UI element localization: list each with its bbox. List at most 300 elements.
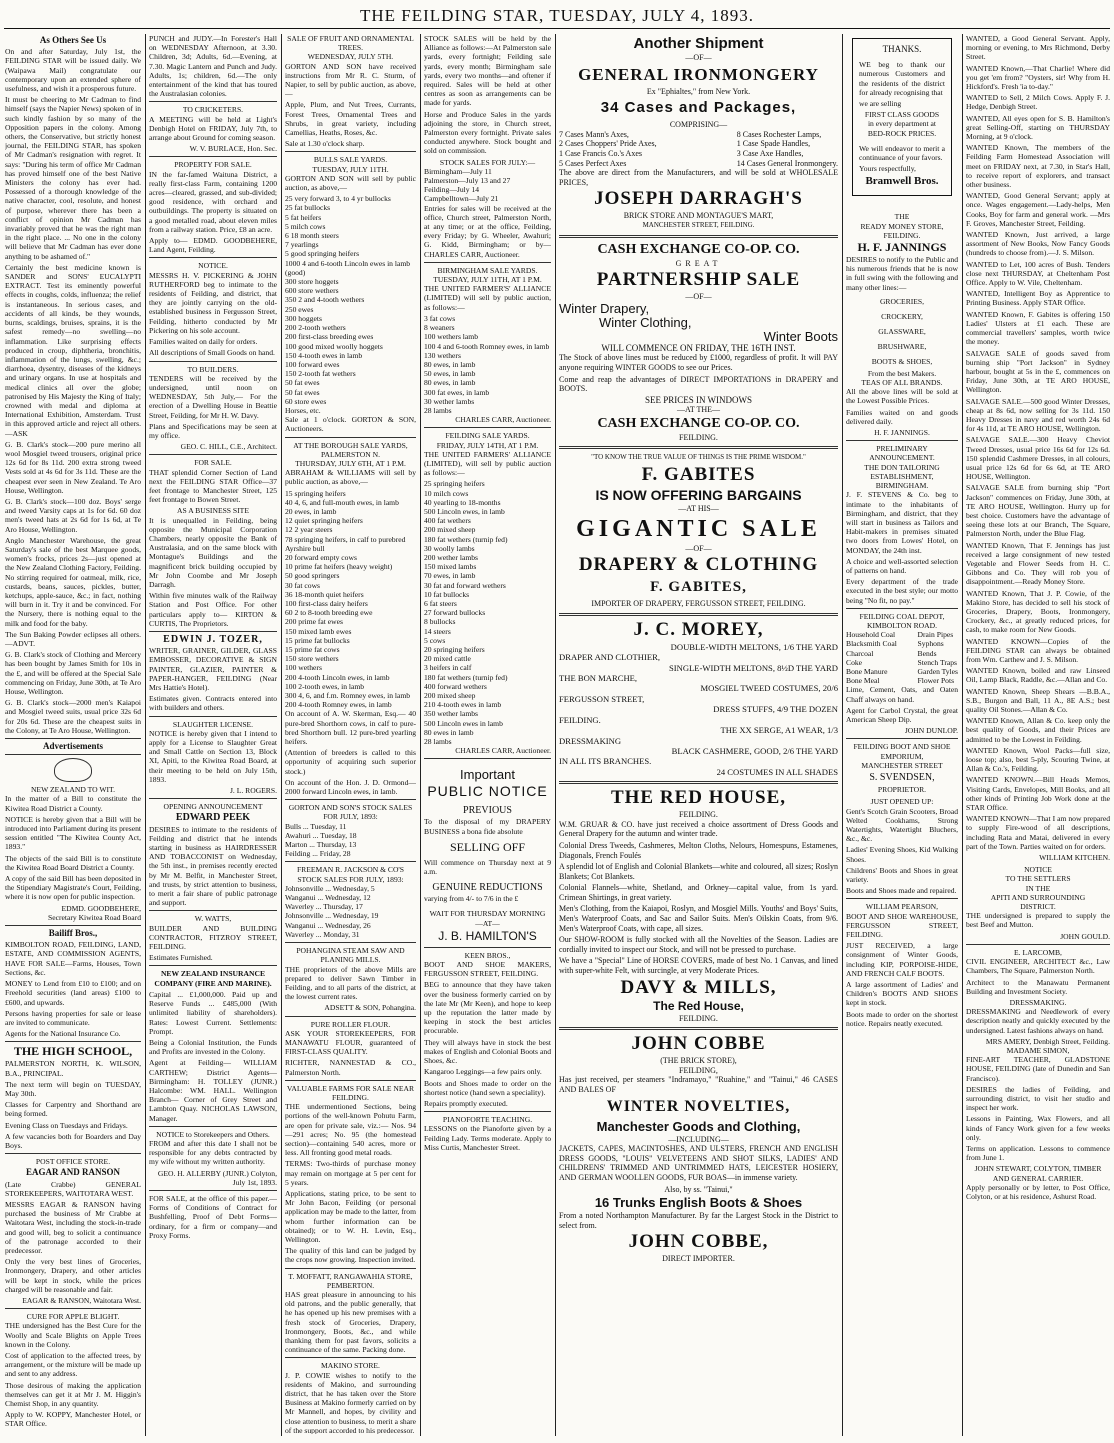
signature: W. V. BURLACE, Hon. Sec. xyxy=(189,144,277,154)
list-item: 180 fat wethers (turnip fed) xyxy=(424,672,508,682)
ad-heading: PARTNERSHIP SALE xyxy=(596,269,801,291)
ad-text: Agent at Feilding— WILLIAM CARTHEW; District Agents— Birmingham: H. TOLLEY (JUNR.) Halcombe: WM. HALL. Wellington Branch— Corner of Grey Street and Lambton Quay. NICHOLAS LAWSON, Manager. xyxy=(149,1058,277,1123)
list-item: Johnsonville ... Wednesday, 5 xyxy=(285,883,375,893)
ad-text: BUILDER AND BUILDING CONTRACTOR, FITZROY STREET, FEILDING. xyxy=(149,923,277,952)
divider xyxy=(559,446,838,449)
ad-heading: GORTON AND SON'S STOCK SALES FOR JULY, 1893: xyxy=(288,803,413,822)
divider xyxy=(149,1190,277,1191)
list-item: 12 quiet springing heifers xyxy=(285,516,363,526)
divider xyxy=(846,440,958,441)
goods-list xyxy=(559,130,838,168)
wanted-ad: WANTED KNOWN—Copies of the FEILDING STAR can always be obtained from Wm. Carthew and J. S. Milson. xyxy=(966,636,1110,664)
divider xyxy=(149,910,277,911)
ad-text: MONEY to Lend from £10 to £100; and on Freehold securities (land areas) £100 to £600, and upwards. xyxy=(5,979,141,1007)
list-item: Drain Pipes xyxy=(917,630,954,640)
ad-text: W.M. GRUAR & CO. have just received a choice assortment of Dress Goods and General Drapery for the autumn and winter trade. xyxy=(559,819,838,839)
divider xyxy=(149,798,277,799)
ad-text: PROPRIETOR. xyxy=(877,785,927,795)
ad-text: JACKETS, CAPES, MACINTOSHES, AND ULSTERS, FRENCH AND ENGLISH DRESS GOODS, "LOUIS" VELVETEENS AND SHOT SILKS, LADIES' AND CHILDRENS' TRIMMED AND UNTRIMMED HATS, LEICESTER HOSIERY, AND GERMAN WOOLLEN GOODS, FUR BOAS—in immense variety. xyxy=(559,1144,838,1182)
ad-heading: Important xyxy=(460,767,515,783)
divider xyxy=(149,101,277,102)
ad-text: We will endeavor to merit a continuance of your favors. xyxy=(859,143,945,163)
ad-text: COMPRISING— xyxy=(669,120,728,130)
wanted-ad: WANTED Known, Just arrived, a large assortment of New Books, Now Fancy Goods (hundreds to choose from).—J. S. Milson. xyxy=(966,230,1110,258)
ad-heading: EAGAR AND RANSON xyxy=(25,1167,120,1178)
ad-text: THE undersigned has the Best Cure for the Woolly and Scale Blights on Apple Trees known in the Colony. xyxy=(5,1321,141,1349)
list-item: 350 wether lambs xyxy=(424,709,478,719)
ad-text: FEILDING, xyxy=(679,1065,718,1075)
column-1 xyxy=(5,34,141,1434)
ad-heading: NOTICE. xyxy=(198,261,228,271)
list-item: 200 first-class breeding ewes xyxy=(285,332,374,342)
wanted-ad: WANTED KNOWN.—Bill Heads Memos, Visiting Cards, Envelopes, Mill Books, and all other kinds of Printing Job Work done at the STAR Office. xyxy=(966,775,1110,813)
wanted-ad: WANTED Known, Wool Packs—full size, loose top; also, best 5-ply, Scouring Twine, at Allan & Co.'s, Feilding. xyxy=(966,745,1110,774)
divider xyxy=(5,1308,141,1309)
ad-text: ASK YOUR STOREKEEPERS, FOR MANAWATU FLOUR, guaranteed of FIRST-CLASS QUALITY. xyxy=(285,1028,416,1057)
list-item: 80 ewes, in lamb xyxy=(424,359,476,369)
list-item: 300 store hoggets xyxy=(285,277,339,287)
ad-text: BEG to announce that they have taken over the business formerly carried on by the late Mr (Mr Keen), and hope to keep up the reputation the latter made by keeping in stock the best articles procurable. xyxy=(424,980,551,1036)
ad-text: NOTICE is hereby given that I intend to apply for a License to Slaughter Great and Small Cattle on Section 13, Block XI, Apiti, to the Kiwitea Road Board, at their meeting to be held on July 15th, 1893. xyxy=(149,728,277,784)
coal-list-right xyxy=(918,630,958,685)
ad-text: WRITER, GRAINER, GILDER, GLASS EMBOSSER, DECORATIVE & SIGN PAINTER, GLAZIER, PAINTER & PAPER-HANGER, FEILDING (Near Mrs Hattie's Hotel). xyxy=(149,646,277,692)
signature: Sale at 1 o'clock. GORTON & SON, Auctioneers. xyxy=(285,415,416,434)
list-item: Horses, etc. xyxy=(285,405,321,415)
ad-text: Apply personally or by letter, to Post Office, Colyton, or at his residence, Ashurst Road. xyxy=(966,1182,1110,1201)
ad-heading: Bailiff Bros., xyxy=(48,928,98,939)
ad-text: The next term will begin on TUESDAY, May 30th. xyxy=(5,1079,141,1098)
divider xyxy=(149,716,277,717)
list-item: Stench Traps xyxy=(917,657,957,667)
ad-heading: DISTRICT. xyxy=(1020,902,1056,912)
ad-text: PALMERSTON NORTH, K. WILSON, B.A., PRINCIPAL. xyxy=(5,1059,141,1078)
ad-heading: PRELIMINARY ANNOUNCEMENT. xyxy=(869,444,935,463)
ad-subheading: GENUINE REDUCTIONS xyxy=(432,882,543,894)
ad-text: DESIRES to notify to the Public and his numerous friends that he is now in full swing with the following and many other lines:— xyxy=(846,255,958,292)
list-item: 50 fat ewes xyxy=(285,387,320,397)
ad-text: A copy of the said Bill has been deposited in the Stipendiary Magistrate's Court, Feilding, where it is now open for public inspection. xyxy=(5,874,141,902)
ad-heading: BULLS SALE YARDS. xyxy=(313,155,388,165)
ad-text: To the disposal of my DRAPERY BUSINESS a bona fide absolute xyxy=(424,817,551,836)
wanted-ad: WANTED Known,—That Charlie! Where did you get 'em from? "Oysters, sir! Why from H. Hickford's. Fresh 'ia to-day." xyxy=(966,63,1110,92)
ad-heading: BIRMINGHAM SALE YARDS. xyxy=(437,265,538,275)
ad-heading: WINTER NOVELTIES, xyxy=(606,1097,791,1115)
ad-text: Capital ... £1,000,000. Paid up and Reserve Funds ... £485,000 (With unlimited liability of shareholders). Rates: Lowest Current. Settlements: Prompt. xyxy=(149,989,277,1036)
ad-text: Estimates Furnished. xyxy=(149,953,213,963)
ad-text: The above are direct from the Manufacturers, and will be sold at WHOLESALE PRICES, xyxy=(559,168,838,187)
list-item: Marton ... Thursday, 13 xyxy=(285,840,357,850)
ad-heading: DAVY & MILLS, xyxy=(620,976,777,998)
column-rule xyxy=(420,34,421,1436)
list-item: 5 cows xyxy=(424,635,446,645)
list-item: 150 store wethers xyxy=(285,654,339,664)
ad-text: DIRECT IMPORTER. xyxy=(662,1254,735,1264)
ad-text: CIVIL ENGINEER, ARCHITECT &c., Law Chambers, The Square, Palmerston North. xyxy=(966,957,1110,976)
list-item: 50 good springers xyxy=(285,571,340,581)
ad-text: FEILDING. xyxy=(679,810,718,820)
masthead-rule xyxy=(4,28,1110,29)
list-item: 60 2 to 8-tooth breeding ewe xyxy=(285,608,373,618)
ad-heading: 34 Cases and Packages, xyxy=(600,99,797,117)
ad-text: J. F. STEVENS & Co. beg to intimate to the inhabitants of Birmingham, and district, that they will start in business as Tailors and Habit-makers in premises situated two doors from Lowes' Hotel, on MONDAY, the 24th inst. xyxy=(846,490,958,555)
list-item: 200 prime fat ewes xyxy=(285,617,343,627)
ad-text: GORTON AND SON have received instructions from Mr R. C. Sturm, of Napier, to sell by public auction, as above,— xyxy=(285,61,416,99)
ad-text: KIMBOLTON ROAD, FEILDING, LAND, ESTATE, AND COMMISSION AGENTS, HAVE FOR SALE—Farms, Houses, Town Sections, &c. xyxy=(5,940,141,977)
ad-text: They will always have in stock the best makes of English and Colonial Boots and Shoes, &c. xyxy=(424,1037,551,1066)
signature: EDMD. GOODBEHERE, xyxy=(61,903,141,913)
wanted-ad: WANTED to Sell, 2 Milch Cows. Apply F. J. Hedge, Denbigh Street. xyxy=(966,93,1110,112)
ad-text: From a noted Northampton Manufacturer. By far the Largest Stock in the District to select from. xyxy=(559,1211,838,1230)
ad-text: THE proprietors of the above Mills are prepared to deliver Sawn Timber in Feilding, and to all parts of the district, at the lowest current rates. xyxy=(285,964,416,1002)
divider xyxy=(149,257,277,258)
ad-date: WEDNESDAY, JULY 5TH. xyxy=(307,52,394,62)
list-item: Wanganui ... Wednesday, 12 xyxy=(285,893,371,903)
ad-text: A large assortment of Ladies' and Children's BOOTS AND SHOES kept in stock. xyxy=(846,980,958,1008)
list-item: 5 good springing heifers xyxy=(285,249,360,259)
list-item: 5 fat heifers xyxy=(285,212,322,222)
list-item: 20 mixed cattle xyxy=(424,654,471,664)
ad-text: BRICK STORE AND MONTAGUE'S MART, xyxy=(623,211,774,221)
ad-heading: JOHN COBBE xyxy=(631,1033,766,1055)
ad-text: TERMS: Two-thirds of purchase money may remain on mortgage at 5 per cent for 5 years. xyxy=(285,1159,416,1187)
list-item: 6 18 month steers xyxy=(285,231,339,241)
ad-heading: WILLIAM PEARSON, xyxy=(865,902,939,912)
ad-text: Those desirous of making the application themselves can get it at Mr J. M. Higgin's Chemist Shop, in any quantity. xyxy=(5,1380,141,1409)
ad-heading: THE HIGH SCHOOL, xyxy=(13,1044,133,1059)
divider xyxy=(5,738,141,739)
divider xyxy=(966,944,1110,945)
ad-text: On account of A. W. Skerman, Esq.— 40 pure-bred Shorthorn cows, in calf to pure-bred Shorthorn bull. 12 pure-bred yearling heifers. xyxy=(285,709,416,747)
list-item: 40 4, 6, and full-mouth ewes, in lamb xyxy=(285,497,399,507)
sale-dates-list xyxy=(285,822,416,859)
ad-heading: TO BUILDERS. xyxy=(187,364,239,374)
ad-text: STOCK SALES will be held by the Alliance as follows:—At Palmerston sale yards, every fortnight; Feilding sale yards, every month; Birmingham sale yards, every two months—and oftener if required. Sales will be held at other centres as soon as arrangements can be made for yards. xyxy=(424,34,551,108)
column-2 xyxy=(149,34,277,1434)
ad-text: All the above lines will be sold at the Lowest Possible Prices. xyxy=(846,387,958,406)
ad-heading: VALUABLE FARMS FOR SALE NEAR FEILDING. xyxy=(286,1083,415,1102)
ad-text: Evening Class on Tuesdays and Fridays. xyxy=(5,1120,128,1130)
list-item: 1 Case Spade Handles, xyxy=(736,139,811,149)
ad-text: Estimates given. Contracts entered into with builders and others. xyxy=(149,694,277,713)
ad-text: Men's Clothing, from the Kaiapoi, Roslyn, and Mosgiel Mills. Youths' and Boys' Suits, Men's Waterproof Coats, and Sac and Sailor Suits. Men's Oilskin Coats, from 9/6. Men's Waterproof Coats, with cape, all sizes. xyxy=(559,904,838,933)
list-item: 15 prime fat cows xyxy=(285,645,340,654)
list-item: Waverley ... Thursday, 17 xyxy=(285,902,363,912)
list-item: 80 ewes in lamb xyxy=(424,727,474,737)
divider xyxy=(149,631,277,632)
ad-text: THE undersigned is prepared to supply the best Beef and Mutton. xyxy=(966,911,1110,930)
list-item: 300 4, 6, and f.m. Romney ewes, in lamb xyxy=(285,691,411,701)
list-item: BRUSHWARE, xyxy=(877,341,927,351)
ad-text: Families waited on daily for orders. xyxy=(149,337,258,347)
ad-subheading: Winter Drapery, xyxy=(559,300,650,316)
ad-heading: CURE FOR APPLE BLIGHT. xyxy=(26,1312,120,1322)
ad-text: —AT THE— xyxy=(676,405,721,415)
section-heading: Advertisements xyxy=(43,741,103,752)
ad-text: Our SHOW-ROOM is fully stocked with all the Novelties of the Season. Ladies are cordially invited to inspect our Stock, and will not be pressed to purchase. xyxy=(559,935,838,954)
list-item: 50 fat ewes xyxy=(285,378,320,388)
ad-text: Horse and Produce Sales in the yards adjoining the store, in Church street, Palmerston every fortnight. Private sales conducted anywhere. Stock bought and sold on commission. xyxy=(424,109,551,156)
signature-title: Secretary Kiwitea Road Board xyxy=(48,912,141,922)
ad-heading: POHANGINA STEAM SAW AND PLANING MILLS. xyxy=(296,946,405,965)
stock-list xyxy=(424,479,551,746)
list-item: 100 2-tooth ewes, in lamb xyxy=(285,681,365,691)
list-item: DRESSMAKING xyxy=(559,735,622,746)
ad-text: Within five minutes walk of the Railway Station and Post Office. For other particulars apply to— KIRTON & CURTIS, The Proprietors. xyxy=(149,591,277,628)
ad-text: THE UNITED FARMERS' ALLIANCE (LIMITED), will sell by public auction as follows:— xyxy=(424,449,551,478)
divider xyxy=(285,1357,416,1358)
list-item: 60 store ewes xyxy=(285,396,327,406)
list-item: 14 Cases General Ironmongery. xyxy=(736,158,838,168)
ad-subheading: SELLING OFF xyxy=(449,839,525,854)
list-item: 10 milch cows xyxy=(424,488,469,498)
list-item: 5 Cases Perfect Axes xyxy=(559,158,627,168)
list-item: MOSGIEL TWEED COSTUMES, 20/6 xyxy=(700,683,838,694)
ad-text: Families waited on and goods delivered daily. xyxy=(846,407,958,426)
list-item: Feilding—July 14 xyxy=(424,185,480,195)
list-item: THE XX SERGE, A1 WEAR, 1/3 xyxy=(720,725,838,736)
ad-heading: MAKINO STORE. xyxy=(321,1361,380,1371)
ad-date: FRIDAY, JULY 14TH, AT 1 P.M. xyxy=(436,440,539,450)
ad-text: (THE BRICK STORE), xyxy=(660,1056,737,1066)
list-item: Campbelltown—July 21 xyxy=(424,194,499,204)
stock-list xyxy=(285,194,416,415)
ad-text: Agents for the National Insurance Co. xyxy=(5,1029,121,1039)
paragraph: G. B. Clark's stock—200 pure merino all wool Mosgiel tweed trousers, original price 12s 6d for 8s 11d. 200 extra strong tweed Vests sold at 4s 6d for 3s 11d. These are the cheapest ever seen in New Zealand. Te Aro House, Wellington. xyxy=(5,439,141,495)
list-item: 20 forward empty cows xyxy=(285,552,357,562)
ad-text: Gent's Scotch Grain Scooters, Broad Welted Cookhams, Strong Watertights, Watertight Bluchers, &c., &c. xyxy=(846,806,958,844)
ad-heading: PURE ROLLER FLOUR. xyxy=(310,1019,391,1029)
column-6 xyxy=(846,34,958,1434)
ad-heading: POST OFFICE STORE. xyxy=(35,1157,111,1167)
ad-text: J. P. COWIE wishes to notify to the residents of Makino, and surrounding district, that he has taken over the Store Business at Makino formerly carried on by Mr Mannell, and hopes, by civility and close attention to business, to merit a share of the support accorded to his predecessor. xyxy=(285,1370,416,1434)
list-item: 300 fat ewes, in lamb xyxy=(424,387,490,397)
stock-list xyxy=(424,314,551,415)
ad-heading: DRAPERY & CLOTHING xyxy=(578,554,819,576)
list-item: 28 lambs xyxy=(424,405,452,415)
ad-text: Boots and Shoes made to order on the shortest notice (hand sewn a speciality). xyxy=(424,1078,551,1097)
ad-heading: FEILDING COAL DEPOT, xyxy=(859,611,945,621)
column-rule xyxy=(842,34,843,1436)
ad-text: On account of the Hon. J. D. Ormond— 2000 forward Lincoln ewes, in lamb. xyxy=(285,777,416,797)
column-rule xyxy=(281,34,282,1436)
list-item: 2 Cases Choppers' Pride Axes, xyxy=(559,139,657,149)
list-item: 8 bullocks xyxy=(424,617,456,627)
ad-text: IMPORTER OF DRAPERY, FERGUSSON STREET, FEILDING. xyxy=(591,599,806,609)
ad-text: IN the far-famed Waituna District, a really first-class Farm, containing 1200 acres—cleared, grassed, and sub-divided; good residence, with orchard and outbuildings. The property is situated on a good metalled road, about eleven miles from a railway station. Price, £8 an acre. xyxy=(149,169,277,234)
goods-list xyxy=(846,294,958,369)
list-item: 20 ewes, in lamb xyxy=(285,506,337,516)
list-item: 100 wethers xyxy=(285,663,322,673)
paragraph: The Sun Baking Powder eclipses all others.—ADVT. xyxy=(5,629,141,648)
ad-text: Repairs promptly executed. xyxy=(424,1098,508,1108)
list-item: 78 springing heifers, in calf to purebred Ayrshire bull xyxy=(285,534,406,553)
list-item: Awahuri ... Tuesday, 18 xyxy=(285,830,357,840)
ad-heading: NOTICE to Storekeepers and Others. xyxy=(156,1129,270,1139)
coat-of-arms-icon xyxy=(54,758,92,782)
ad-text: In the matter of a Bill to constitute the Kiwitea Road District a County. xyxy=(5,794,141,813)
ad-heading: F. GABITES xyxy=(641,464,756,486)
list-item: GLASSWARE, xyxy=(878,326,926,336)
signature: JOHN GOULD. xyxy=(1060,931,1110,941)
list-item: 130 wethers xyxy=(424,350,461,360)
ad-subheading: JUST OPENED UP: xyxy=(870,797,934,807)
ad-heading: THANKS. xyxy=(882,44,922,54)
salvage-ad: SALVAGE SALE of goods saved from burning ship "Port Jackson" in Sydney harbour, bought at 5s in the £, commences on Friday, June 30th, at TE ARO HOUSE, Wellington. xyxy=(966,348,1110,395)
list-item: 36 18-month quiet heifers xyxy=(285,589,364,599)
ad-text: FINE-ART TEACHER, GLADSTONE HOUSE, FEILDING (late of Dunedin and San Francisco). xyxy=(966,1055,1110,1083)
ad-subheading: Winter Boots xyxy=(763,328,838,344)
ad-text: Boots made to order on the shortest notice. Repairs neatly executed. xyxy=(846,1009,958,1028)
list-item: 200 wether lambs xyxy=(424,552,478,562)
divider xyxy=(285,799,416,800)
column-rule xyxy=(555,34,556,1436)
ad-text: A choice and well-assorted selection of patterns on hand. xyxy=(846,556,958,575)
ad-heading: PIANOFORTE TEACHING. xyxy=(442,1115,533,1125)
signature: EAGAR & RANSON, Waitotara West. xyxy=(22,1295,141,1305)
ad-heading: STOCK SALES FOR JULY:— xyxy=(439,157,536,167)
list-item: 150 mixed lamb ewes xyxy=(285,626,352,636)
ad-text: Apple, Plum, and Nut Trees, Currants, Forest Trees, Ornamental Trees and Shrubs, in great variety, including Camellias, Heaths, Roses, &c. xyxy=(285,100,416,138)
ad-heading: Manchester Goods and Clothing, xyxy=(596,1118,801,1134)
divider xyxy=(149,156,277,157)
list-item: 25 very forward 3, to 4 yr bullocks xyxy=(285,194,391,204)
list-item: DRAPER AND CLOTHIER, xyxy=(559,652,660,663)
list-item: 200 2-tooth wethers xyxy=(285,323,346,333)
ad-text: NOTICE is hereby given that a Bill will be introduced into Parliament during its present session entitled "The Kiwitea County Act, 1893." xyxy=(5,814,141,852)
ad-text: A MEETING will be held at Light's Denbigh Hotel on FRIDAY, July 7th, to arrange about Ground for coming season. xyxy=(149,114,277,143)
ad-text: Being a Colonial Institution, the Funds and Profits are invested in the Colony. xyxy=(149,1037,277,1057)
list-item: Johnsonville ... Wednesday, 19 xyxy=(285,911,379,921)
sale-dates-list xyxy=(424,167,551,204)
list-item: DRESS STUFFS, 4/9 THE DOZEN xyxy=(713,704,838,715)
ad-text: Lessons in Painting, Wax Flowers, and all kinds of Fancy Work given for a few weeks only. xyxy=(966,1114,1110,1142)
wanted-ad: WANTED Known, Sheep Shears —B.B.A., S.B., Burgon and Ball, 11 A., 8E A.S.; best quality Oil Stones.—Allan & Co. xyxy=(966,686,1110,715)
list-item: 24 COSTUMES IN ALL SHADES xyxy=(716,766,838,777)
divider xyxy=(424,1111,551,1112)
list-item: Feilding ... Friday, 28 xyxy=(285,849,351,859)
list-item: Coke xyxy=(846,657,863,667)
wanted-ad: WANTED, a Good General Servant. Apply, morning or evening, to Mrs Richmond, Derby Street. xyxy=(966,34,1110,62)
divider xyxy=(5,1153,141,1154)
ad-heading: KEEN BROS., xyxy=(464,950,511,960)
ad-text: THE UNITED FARMER'S' ALLIANCE (LIMITED) will sell by public auction, as follows:— xyxy=(424,284,551,312)
ad-text: RICHTER, NANNESTAD & CO., Palmerston North. xyxy=(285,1058,416,1077)
paragraph: Certainly the best medicine known is SANDER and SONS' EUCALYPTI EXTRACT. Test its eminently powerful effects in coughs, colds, influenza; the relief is instantaneous. In serious cases, and accidents of all kinds, be they wounds, burns, scaldings, bruises, sprains, it is the safest remedy—no swelling—no inflammation. Like surprising effects produced in croup, diphtheria, bronchitis, inflammation of the lungs, swelling, &c.; diarrhoea, dysentry, diseases of the kidneys and urinary organs. In use at hospitals and medical clinics all over the globe; patronised by His Majesty the King of Italy; crowned with medal and diploma at International Exhibition, Amsterdam. Trust in this approved article and reject all others.—ASK xyxy=(5,262,141,438)
ad-text: —OF— xyxy=(685,53,712,62)
list-item: Bends xyxy=(917,648,937,658)
divider xyxy=(149,1126,277,1127)
ad-text: Boots and Shoes made and repaired. xyxy=(846,886,957,896)
salvage-ad: SALVAGE SALE from burning ship "Port Jackson" commences on Friday, June 30th, at TE ARO HOUSE, Wellington. Hurry up for best choice. Customers have the advantage of seeing these lots at our Branch, The Square, Palmerston North, under the Blue Flag. xyxy=(966,483,1110,539)
list-item: 400 fat wethers xyxy=(424,516,471,526)
ad-text: (Late Crabbe) GENERAL STOREKEEPERS, WAITOTARA WEST. xyxy=(5,1179,141,1198)
list-item: 70 ewes, in lamb xyxy=(424,571,476,581)
ad-text: Every department of the trade executed in the best style; our motto being "No fit, no pay." xyxy=(846,577,958,605)
ad-subheading: WAIT FOR THURSDAY MORNING xyxy=(429,909,546,919)
ad-text: Terms on application. Lessons to commence from June 1. xyxy=(966,1143,1110,1163)
divider xyxy=(285,861,416,862)
ad-heading: NOTICE xyxy=(1024,865,1052,875)
ad-heading: FEILDING BOOT AND SHOE EMPORIUM, xyxy=(853,742,951,761)
divider xyxy=(424,758,551,759)
ad-heading: PROPERTY FOR SALE. xyxy=(174,160,252,170)
wanted-ad: WANTED Known, That J. P. Cowie, of the Makino Store, has decided to sell his stock of Groceries, Drapery, Boots, Ironmongery, Crockery, &c., at greatly reduced prices, for cash, to make room for New Goods. xyxy=(966,588,1110,635)
list-item: 100 first-class dairy heifers xyxy=(285,598,368,608)
ad-heading: THE DON TAILORING ESTABLISHMENT, BIRMINGHAM. xyxy=(864,462,940,491)
list-item: DOUBLE-WIDTH MELTONS, 1/6 THE YARD xyxy=(670,641,838,652)
list-item: 3 fat cows xyxy=(424,313,456,323)
ad-text: —AT— xyxy=(475,918,500,928)
ad-text: Ladies' Evening Shoes, Kid Walking Shoes. xyxy=(846,845,958,864)
ad-text: JUST RECEIVED, a large consignment of Winter Goods, including KIP, PORPOISE-HIDE, AND FRENCH CALF BOOTS. xyxy=(846,941,958,978)
list-item: 200 mixed sheep xyxy=(424,691,476,701)
ad-heading: GIGANTIC SALE xyxy=(576,515,821,542)
list-item: SINGLE-WIDTH MELTONS, 8½D THE YARD xyxy=(668,662,838,673)
list-item: Palmerston—July 13 and 27 xyxy=(424,176,511,186)
ad-date: TUESDAY, JULY 11TH. xyxy=(312,164,389,174)
wanted-ad: WANTED, Good General Servant; apply at once. Wages engagement.—Lady-helps, Men Cooks, Boy for farm and general work. —Mrs F. Groves, Manchester Street, Feilding. xyxy=(966,191,1110,228)
ad-text: DESIRES the ladies of Feilding, and surrounding district, to visit her studio and inspect her work. xyxy=(966,1084,1110,1113)
ad-heading: E. LARCOMB, xyxy=(1014,947,1062,957)
ad-text: Also, by ss. "Tainui," xyxy=(664,1184,733,1194)
divider xyxy=(559,613,838,616)
column-rule xyxy=(962,34,963,1436)
ad-text: Persons having properties for sale or lease are invited to communicate. xyxy=(5,1008,141,1027)
wanted-ad: WANTED to Let, 100 acres of Bush. Tenders close next THURSDAY, at Cheltenham Post Office. Apply to W. Vile, Cheltenham. xyxy=(966,259,1110,288)
divider xyxy=(5,925,141,926)
ad-heading: NEW ZEALAND INSURANCE COMPANY (FIRE AND MARINE). xyxy=(154,969,272,988)
ad-heading: FREEMAN R. JACKSON & CO'S STOCK SALES FOR JULY, 1893: xyxy=(296,865,405,884)
ad-text: It is unequalled in Feilding, being opposite the Municipal Corporation Chambers, nearly opposite the Bank of Australasia, and on the same block with Montague's Buildings and the magnificent brick building occupied by Mr John Coombe and Mr Joseph Darragh. xyxy=(149,515,277,589)
signature: CHARLES CARR, Auctioneer. xyxy=(455,746,551,756)
ad-text: Entries for sales will be received at the office, Church street, Palmerston North, at any time; or at the office, Feilding, every Friday; by G. Wheeler, Awahuri; G. Kidd, Birmingham; or by— CHARLES CARR, Auctioneer. xyxy=(424,203,551,259)
divider xyxy=(846,738,958,739)
ad-text: we are selling xyxy=(859,99,902,109)
ad-text: GORTON AND SON will sell by public auction, as above,— xyxy=(285,173,416,193)
ad-text: BOOT AND SHOE MAKERS, FERGUSSON STREET, FEILDING. xyxy=(424,960,551,979)
signature: ADSETT & SON, Pohangina. xyxy=(324,1003,416,1013)
list-item: FERGUSSON STREET, xyxy=(559,693,645,704)
column-7 xyxy=(966,34,1110,1434)
paragraph: It must be cheering to Mr Cadman to find himself (says the Napier News) spoken of in such kindly fashion by so many of the Opposition papers in the colony. Among others, the Conservative, but strictly honest journal, the FEILDING STAR, has spoken of Mr Cadman's resignation with regret. It says: "During his term of office Mr Cadman has proved himself one of the best Native Ministers the colony has ever had. Possessed of a thorough knowledge of the native character, cool, resolute, and honest of purpose, wherever there has been a conflict of opinion Mr Cadman has invariably proved that he was the right man in the right place. ... No one in the colony will believe that Mr Cadman has ever done anything to be ashamed of." xyxy=(5,95,141,261)
ad-text: Come and reap the advantages of DIRECT IMPORTATIONS in DRAPERY and BOOTS. xyxy=(559,374,838,394)
paragraph: On and after Saturday, July 1st, the FEILDING STAR will be issued daily. We (Waipawa Mail) congratulate our contemporary upon an extended sphere of usefulness, and wish it a prosperous future. xyxy=(5,47,141,94)
wanted-ad: WANTED KNOWN—That I am now prepared to supply Fire-wood of all descriptions, including Rata and Matai, delivered in every part of the Town. Parties waited on for orders. xyxy=(966,814,1110,851)
ad-text: Applications, stating price, to be sent to Mr John Bacon, Feilding (or personal application may be made to the latter, from whom further information can be obtained); or to W. H. Levin, Esq., Wellington. xyxy=(285,1188,416,1244)
list-item: 6 fat steers xyxy=(424,598,457,608)
list-item: 30 fat cows xyxy=(285,580,321,590)
list-item: BLACK CASHMERE, GOOD, 2/6 THE YARD xyxy=(671,745,838,756)
ad-subheading: AS A BUSINESS SITE xyxy=(177,506,249,516)
ad-heading: EDWARD PEEK xyxy=(175,812,251,824)
ad-subheading: Winter Clothing, xyxy=(599,314,692,330)
ad-text: —OF— xyxy=(685,292,712,302)
ad-text: IN THE xyxy=(1025,883,1051,893)
ad-heading: THE RED HOUSE, xyxy=(610,787,786,809)
ad-text: DRESSMAKING and Needlework of every description neatly and quickly executed by the undersigned. Latest fashions always on hand. xyxy=(966,1007,1110,1035)
list-item: 600 store wethers xyxy=(285,286,339,296)
morey-list xyxy=(559,642,838,777)
ad-heading: W. WATTS, xyxy=(194,914,232,924)
column-3 xyxy=(285,34,416,1434)
coal-list xyxy=(846,630,958,685)
ad-heading: PUBLIC NOTICE xyxy=(427,783,548,800)
list-item: 100 wethers lamb xyxy=(424,332,478,342)
ad-heading: J. B. HAMILTON'S xyxy=(438,928,537,943)
ad-text: FEILDING. xyxy=(883,230,921,240)
list-item: 500 Lincoln ewes, in lamb xyxy=(424,506,505,516)
list-item: FEILDING. xyxy=(559,714,601,725)
